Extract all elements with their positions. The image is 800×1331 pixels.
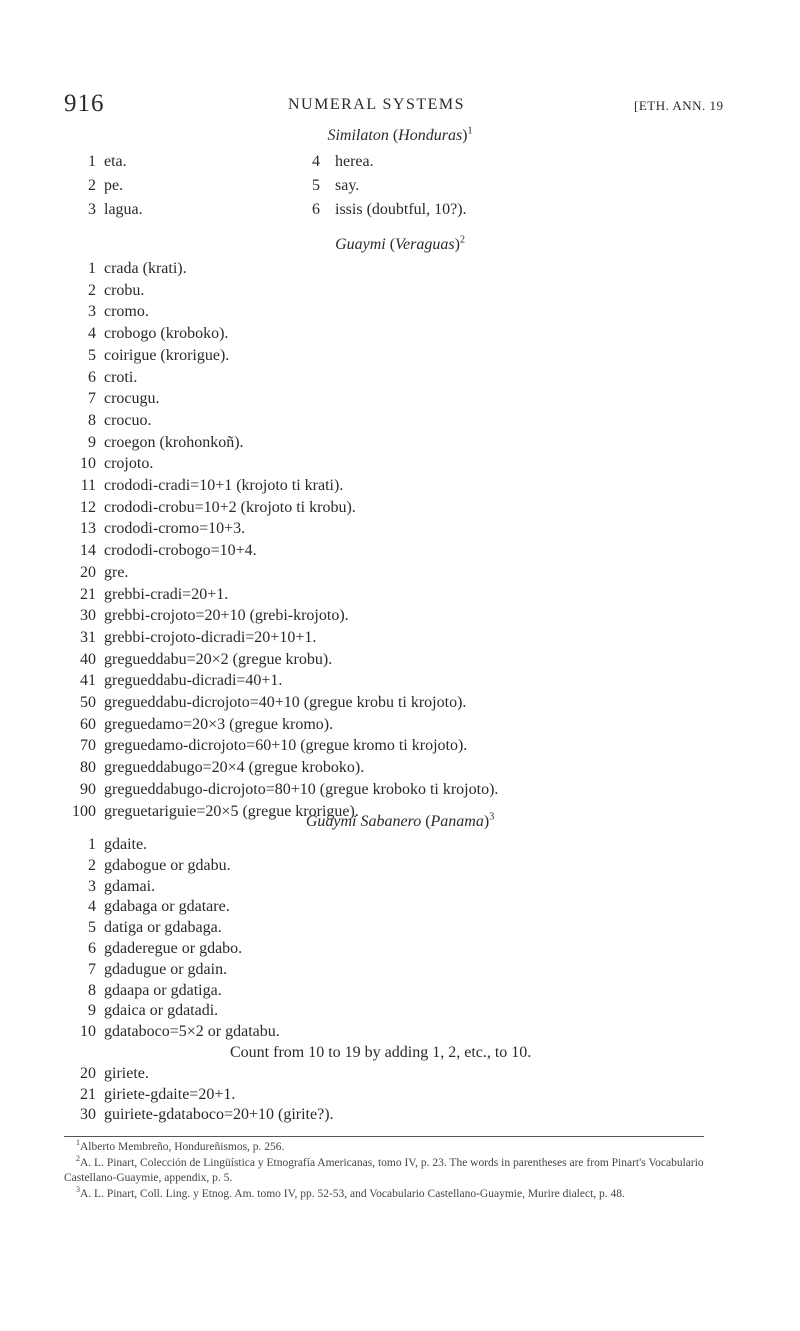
numeral-word: giriete. [104,1065,149,1082]
numeral-word: gdadugue or gdain. [104,961,228,978]
footnote-mark: 2 [76,1154,80,1164]
numeral-entry [0,323,800,345]
numeral-value: 20 [80,1065,96,1082]
numeral-value: 9 [88,434,96,451]
numeral-value: 5 [312,177,320,194]
numeral-word: gdamai. [104,878,156,895]
numeral-value: 14 [80,542,96,559]
numeral-word: greguedamo-dicrojoto=60+10 (gregue kromo ti krojoto). [104,737,468,754]
running-title: NUMERAL SYSTEMS [288,96,466,113]
numeral-value: 5 [88,347,96,364]
numeral-value: 1 [88,153,96,170]
numeral-entry [0,388,800,410]
numeral-entry [0,980,800,1002]
section-title-guaymi-sabanero: Guaymi Sabanero (Panama)$^3$ [305,811,495,830]
counting-note: Count from 10 to 19 by adding 1, 2, etc., to 10. [230,1044,532,1061]
numeral-word: herea. [335,153,374,170]
numeral-word: cromo. [104,303,149,320]
numeral-value: 3 [88,303,96,320]
numeral-entry [0,896,800,918]
numeral-value: 2 [88,177,96,194]
numeral-entry [0,367,800,389]
section-name: Similaton [327,127,389,144]
numeral-entry [0,959,800,981]
numeral-value: 10 [80,1023,96,1040]
numeral-value: 2 [88,282,96,299]
numeral-word: gregueddabu=20×2 (gregue krobu). [104,651,333,668]
numeral-word: gdabaga or gdatare. [104,898,230,915]
numeral-entry [0,562,800,584]
numeral-entry [0,540,800,562]
numeral-entry [0,834,800,856]
numeral-entry [0,1000,800,1022]
footnote-text: Alberto Membreño, Hondureñismos, p. 256. [80,1141,285,1153]
numeral-value: 30 [80,1106,96,1123]
numeral-pair-row [0,198,800,222]
numeral-entry [0,518,800,540]
numeral-entry [0,258,800,280]
numeral-entry [0,855,800,877]
numeral-value: 100 [72,803,96,820]
numeral-entry [0,627,800,649]
numeral-value: 8 [88,982,96,999]
numeral-entry [0,584,800,606]
footnote-text: A. L. Pinart, Colección de Lingüística y Etnografía Americanas, tomo IV, p. 23. The words in parentheses are from Pinart's Vocabulario Castellano-Guaymie, appendix, p. 5. [64,1157,704,1184]
numeral-word: gdaapa or gdatiga. [104,982,222,999]
numeral-value: 60 [80,716,96,733]
numeral-entry [0,1021,800,1043]
numeral-value: 4 [312,153,320,170]
numeral-entry [0,280,800,302]
numeral-word: crobu. [104,282,145,299]
numeral-value: 20 [80,564,96,581]
footnote-divider [64,1136,704,1137]
numeral-word: gregueddabugo=20×4 (gregue kroboko). [104,759,365,776]
numeral-word: crobogo (kroboko). [104,325,229,342]
numeral-value: 12 [80,499,96,516]
numeral-value: 40 [80,651,96,668]
numeral-word: greguedamo=20×3 (gregue kromo). [104,716,334,733]
numeral-word: datiga or gdabaga. [104,919,222,936]
numeral-word: grebbi-crojoto=20+10 (grebi-krojoto). [104,607,349,624]
numeral-entry [0,714,800,736]
numeral-value: 4 [88,898,96,915]
numeral-word: greguetariguie=20×5 (gregue krorigue). [104,803,359,820]
numeral-value: 8 [88,412,96,429]
footnote [64,1187,754,1202]
footnote-mark: 1 [467,125,473,137]
footnote-mark: 3 [489,811,495,823]
numeral-entry [0,757,800,779]
numeral-value: 80 [80,759,96,776]
numeral-word: crocuo. [104,412,152,429]
numeral-value: 7 [88,961,96,978]
numeral-value: 1 [88,836,96,853]
numeral-value: 6 [88,940,96,957]
numeral-value: 9 [88,1002,96,1019]
numeral-value: 70 [80,737,96,754]
numeral-word: gregueddabu-dicrojoto=40+10 (gregue krobu ti krojoto). [104,694,467,711]
numeral-entry [0,649,800,671]
numeral-value: 2 [88,857,96,874]
numeral-entry [0,497,800,519]
footnote [64,1140,754,1155]
numeral-entry [0,475,800,497]
numeral-entry [0,1084,800,1106]
numeral-entry [0,410,800,432]
section-title-similaton: Similaton (Honduras)$^1$ [327,125,473,144]
numeral-entry [0,692,800,714]
numeral-value: 4 [88,325,96,342]
section-title-guaymi: Guaymi (Veraguas)$^2$ [335,234,465,253]
numeral-word: crojoto. [104,455,154,472]
footnote [64,1156,754,1186]
numeral-entry [0,453,800,475]
numeral-entry [0,735,800,757]
numeral-value: 41 [80,672,96,689]
footnotes [64,1140,754,1203]
numeral-entry [0,301,800,323]
section-region: Honduras [398,127,463,144]
numeral-entry [0,670,800,692]
numeral-word: say. [335,177,360,194]
numeral-entry [0,876,800,898]
numeral-word: gdataboco=5×2 or gdatabu. [104,1023,280,1040]
numeral-entry [0,938,800,960]
numeral-value: 21 [80,586,96,603]
numeral-value: 30 [80,607,96,624]
footnote-mark: 1 [76,1138,80,1148]
numeral-word: crododi-cromo=10+3. [104,520,246,537]
numeral-word: gdabogue or gdabu. [104,857,231,874]
numeral-word: coirigue (krorigue). [104,347,230,364]
numeral-word: crododi-crobu=10+2 (krojoto ti krobu). [104,499,356,516]
numeral-value: 1 [88,260,96,277]
numeral-pair-row [0,174,800,198]
numeral-value: 3 [88,201,96,218]
numeral-word: grebbi-cradi=20+1. [104,586,229,603]
running-right-head: [ETH. ANN. 19 [634,98,724,113]
numeral-value: 10 [80,455,96,472]
numeral-value: 5 [88,919,96,936]
page-header [0,90,800,120]
page-number: 916 [64,90,105,117]
numeral-word: lagua. [104,201,143,218]
numeral-entry [0,605,800,627]
numeral-word: guiriete-gdataboco=20+10 (girite?). [104,1106,334,1123]
numeral-entry [0,779,800,801]
numeral-entry [0,1063,800,1085]
numeral-word: gdaica or gdatadi. [104,1002,219,1019]
numeral-entry [0,917,800,939]
numeral-value: 21 [80,1086,96,1103]
section-region: Panama [430,813,484,830]
numeral-word: gre. [104,564,129,581]
numeral-word: croegon (krohonkoñ). [104,434,244,451]
numeral-word: eta. [104,153,127,170]
numeral-word: crododi-crobogo=10+4. [104,542,257,559]
numeral-value: 31 [80,629,96,646]
numeral-word: gregueddabugo-dicrojoto=80+10 (gregue kroboko ti krojoto). [104,781,499,798]
numeral-pair-row [0,150,800,174]
footnote-mark: 3 [76,1185,80,1195]
numeral-value: 50 [80,694,96,711]
numeral-value: 11 [80,477,96,494]
section-region: Veraguas [395,236,455,253]
section-name: Guaymi [335,236,386,253]
numeral-entry [0,345,800,367]
numeral-word: giriete-gdaite=20+1. [104,1086,236,1103]
numeral-entry [0,1104,800,1126]
numeral-entry [0,432,800,454]
numeral-word: croti. [104,369,138,386]
numeral-word: gdaderegue or gdabo. [104,940,243,957]
numeral-value: 3 [88,878,96,895]
numeral-value: 6 [88,369,96,386]
numeral-word: crododi-cradi=10+1 (krojoto ti krati). [104,477,344,494]
numeral-value: 6 [312,201,320,218]
section-name: Guaymi Sabanero [305,813,422,830]
numeral-word: crocugu. [104,390,160,407]
numeral-word: grebbi-crojoto-dicradi=20+10+1. [104,629,317,646]
footnote-mark: 2 [459,234,465,246]
numeral-word: issis (doubtful, 10?). [335,201,467,218]
numeral-word: gdaite. [104,836,148,853]
numeral-value: 90 [80,781,96,798]
numeral-word: crada (krati). [104,260,187,277]
numeral-value: 13 [80,520,96,537]
numeral-word: gregueddabu-dicradi=40+1. [104,672,283,689]
numeral-word: pe. [104,177,124,194]
numeral-value: 7 [88,390,96,407]
footnote-text: A. L. Pinart, Coll. Ling. y Etnog. Am. tomo IV, pp. 52-53, and Vocabulario Castellano-Guaymie, Murire dialect, p. 48. [80,1188,625,1200]
